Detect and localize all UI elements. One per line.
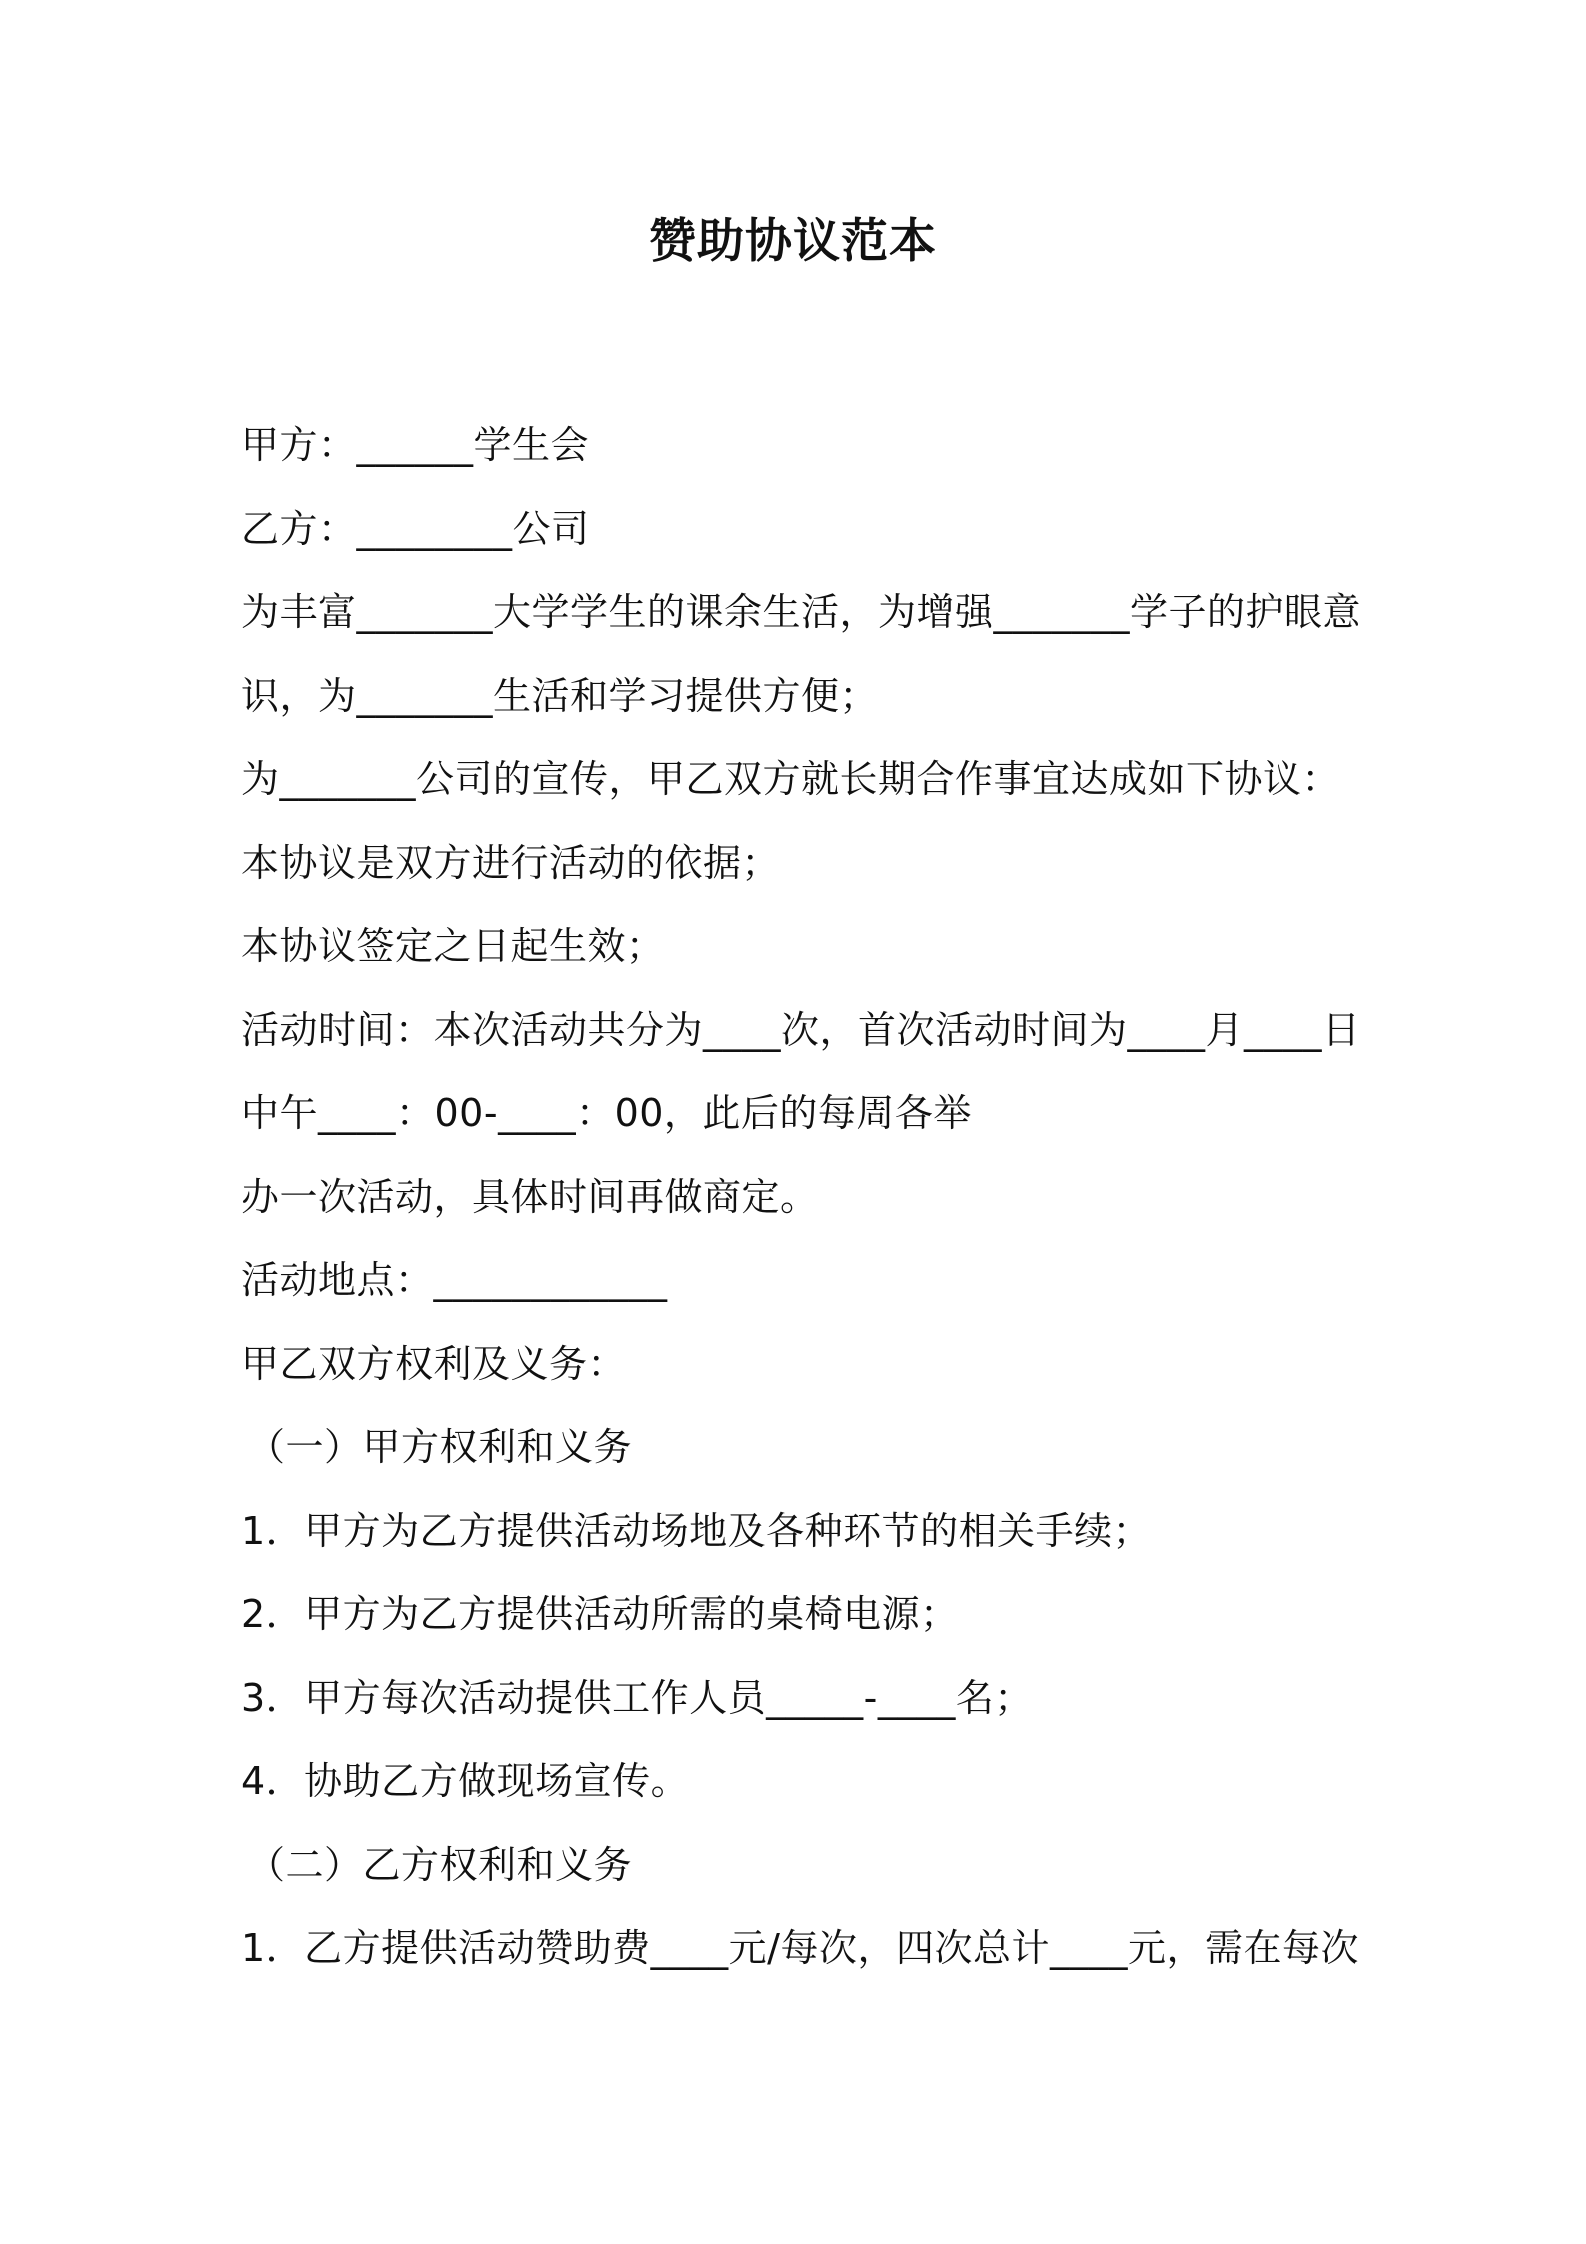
party-b-item-1: 1．乙方提供活动赞助费____元/每次，四次总计____元，需在每次: [241, 1926, 1359, 1970]
activity-location-line: 活动地点：____________: [241, 1258, 668, 1302]
party-a-rights-heading: （一）甲方权利和义务: [247, 1425, 633, 1469]
party-b-line: 乙方：________公司: [241, 506, 590, 551]
purpose-line-1: 为丰富_______大学学生的课余生活，为增强_______学子的护眼意: [241, 590, 1362, 634]
document-title: 赞助协议范本: [649, 214, 937, 269]
party-a-item-4: 4．协助乙方做现场宣传。: [241, 1759, 690, 1803]
activity-time-line-1: 活动时间：本次活动共分为____次，首次活动时间为____月____日: [241, 1007, 1361, 1052]
effective-date-line: 本协议签定之日起生效；: [241, 924, 665, 968]
purpose-line-2: 识，为_______生活和学习提供方便；: [241, 673, 879, 718]
activity-time-line-3: 办一次活动，具体时间再做商定。: [241, 1174, 819, 1219]
party-a-item-2: 2．甲方为乙方提供活动所需的桌椅电源；: [241, 1592, 959, 1636]
document-body: [241, 404, 1391, 1991]
rights-heading: 甲乙双方权利及义务：: [241, 1341, 627, 1386]
party-b-rights-heading: （二）乙方权利和义务: [247, 1842, 633, 1887]
party-a-line: 甲方：______学生会: [241, 423, 590, 467]
agreement-basis-line: 本协议是双方进行活动的依据；: [241, 840, 781, 885]
purpose-line-3: 为_______公司的宣传，甲乙双方就长期合作事宜达成如下协议：: [241, 757, 1341, 801]
activity-time-line-2: 中午____：00-____：00，此后的每周各举: [241, 1091, 972, 1135]
party-a-item-3: 3．甲方每次活动提供工作人员_____-____名；: [241, 1675, 1033, 1720]
party-a-item-1: 1．甲方为乙方提供活动场地及各种环节的相关手续；: [241, 1508, 1152, 1553]
